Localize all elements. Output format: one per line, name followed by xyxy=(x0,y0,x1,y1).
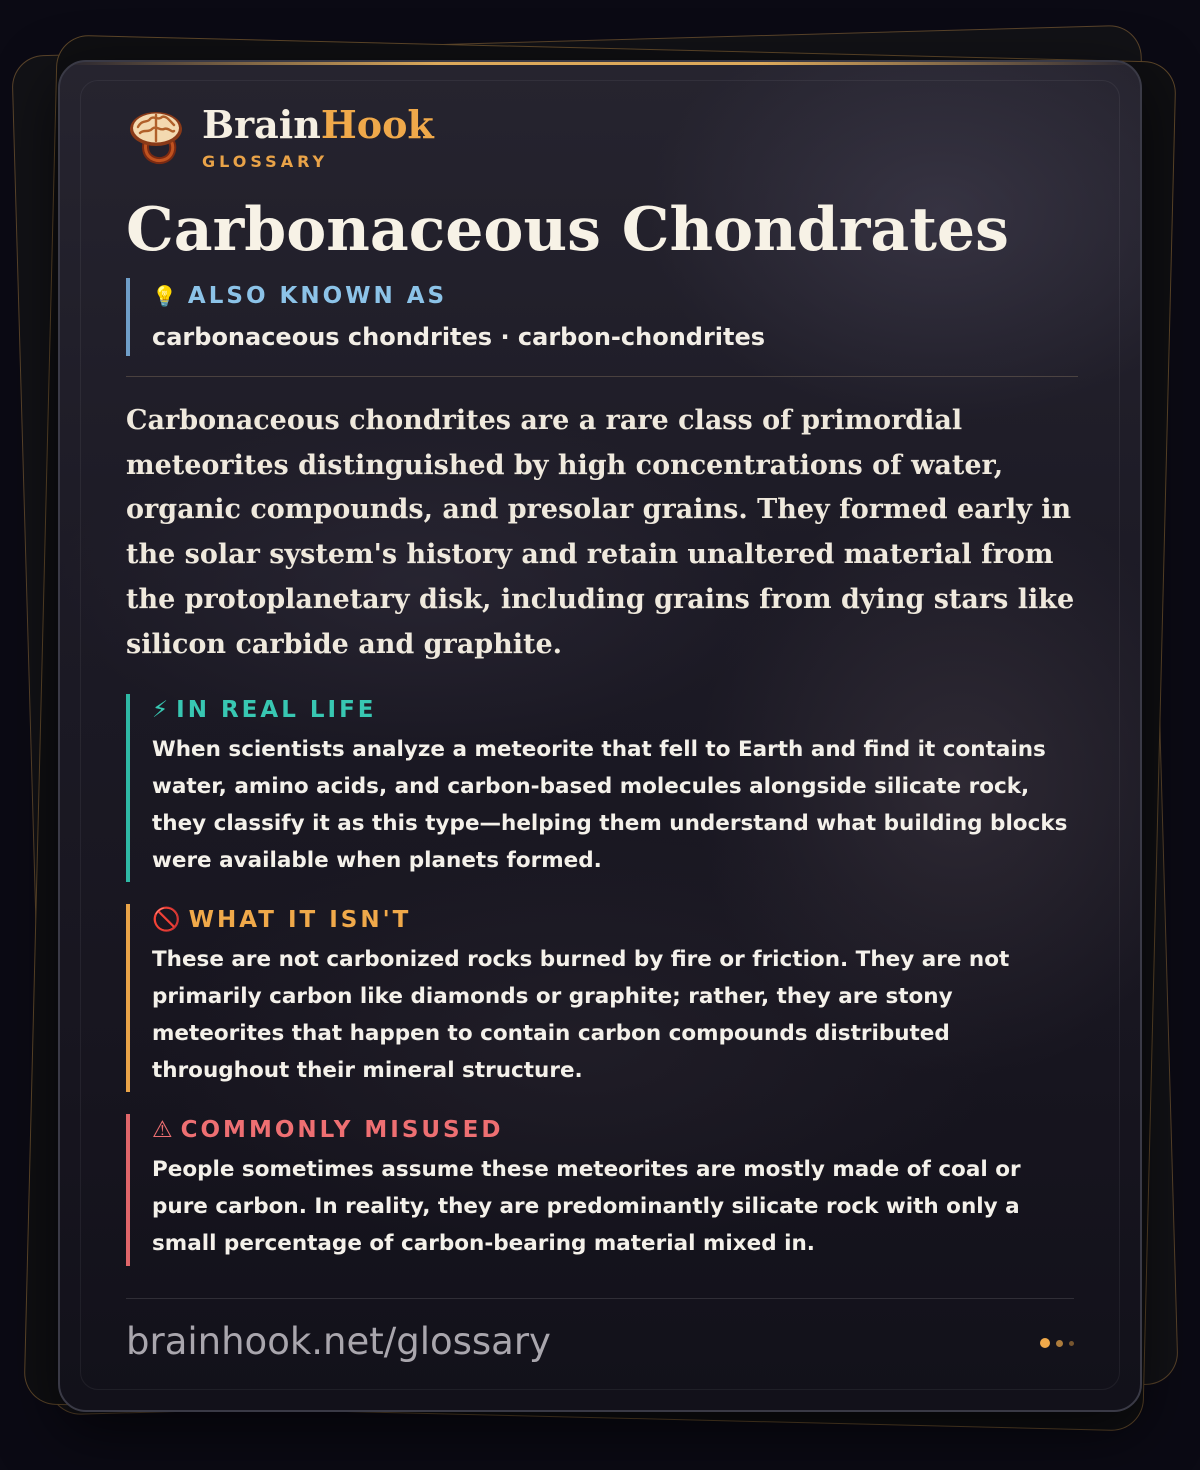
pagination-dot xyxy=(1056,1340,1063,1347)
section-heading xyxy=(152,694,1078,726)
also-known-as-heading xyxy=(152,278,1078,312)
section-label: WHAT IT ISN'T xyxy=(188,907,412,934)
section-heading xyxy=(152,1114,1078,1146)
section-what-it-isnt xyxy=(126,904,1078,1092)
section-body: People sometimes assume these meteorites are mostly made of coal or pure carbon. In reality, they are predominantly silicate rock with only a small percentage of carbon-bearing material mixed in. xyxy=(152,1157,1021,1256)
pagination-dot-active xyxy=(1040,1338,1050,1348)
footer-url-link[interactable]: brainhook.net/glossary xyxy=(126,1320,551,1363)
warning-icon: ⚠ xyxy=(152,1117,173,1144)
lightning-icon: ⚡ xyxy=(152,697,169,724)
pagination-dots xyxy=(1040,1338,1074,1348)
brand-name: BrainHook xyxy=(202,101,434,147)
divider xyxy=(126,376,1078,377)
section-body: These are not carbonized rocks burned by fire or friction. They are not primarily carbon like diamonds or graphite; rather, they are stony meteorites that happen to contain carbon compounds distributed throughout their mineral structure. xyxy=(152,947,1010,1083)
section-label: COMMONLY MISUSED xyxy=(180,1117,504,1144)
definition-text: Carbonaceous chondrites are a rare class of primordial meteorites distinguished by high concentrations of water, organic compounds, and presolar grains. They formed early in the solar system's history and retain unaltered material from the protoplanetary disk, including grains from dying stars like silicon carbide and graphite. xyxy=(126,405,1075,660)
section-heading xyxy=(152,904,1078,936)
no-entry-icon: 🚫 xyxy=(152,907,181,934)
glossary-card xyxy=(58,60,1142,1412)
brand-header xyxy=(126,102,1078,172)
also-known-as-block xyxy=(126,278,1078,356)
term-title: Carbonaceous Chondrates xyxy=(126,195,1009,265)
section-label: IN REAL LIFE xyxy=(176,697,377,724)
lightbulb-icon: 💡 xyxy=(152,284,177,308)
footer-divider xyxy=(126,1298,1074,1299)
section-body: When scientists analyze a meteorite that fell to Earth and find it contains water, amino acids, and carbon-based molecules alongside silicate rock, they classify it as this type—helping them understand what building blocks were available when planets formed. xyxy=(152,737,1068,873)
section-in-real-life xyxy=(126,694,1078,882)
card-content xyxy=(126,102,1078,1266)
also-known-as-values: carbonaceous chondrites · carbon-chondrites xyxy=(152,323,766,351)
brain-hook-icon xyxy=(126,107,186,167)
section-commonly-misused xyxy=(126,1114,1078,1266)
also-known-as-label: ALSO KNOWN AS xyxy=(187,283,448,309)
pagination-dot xyxy=(1069,1341,1074,1346)
brand-subtitle: GLOSSARY xyxy=(202,151,329,171)
